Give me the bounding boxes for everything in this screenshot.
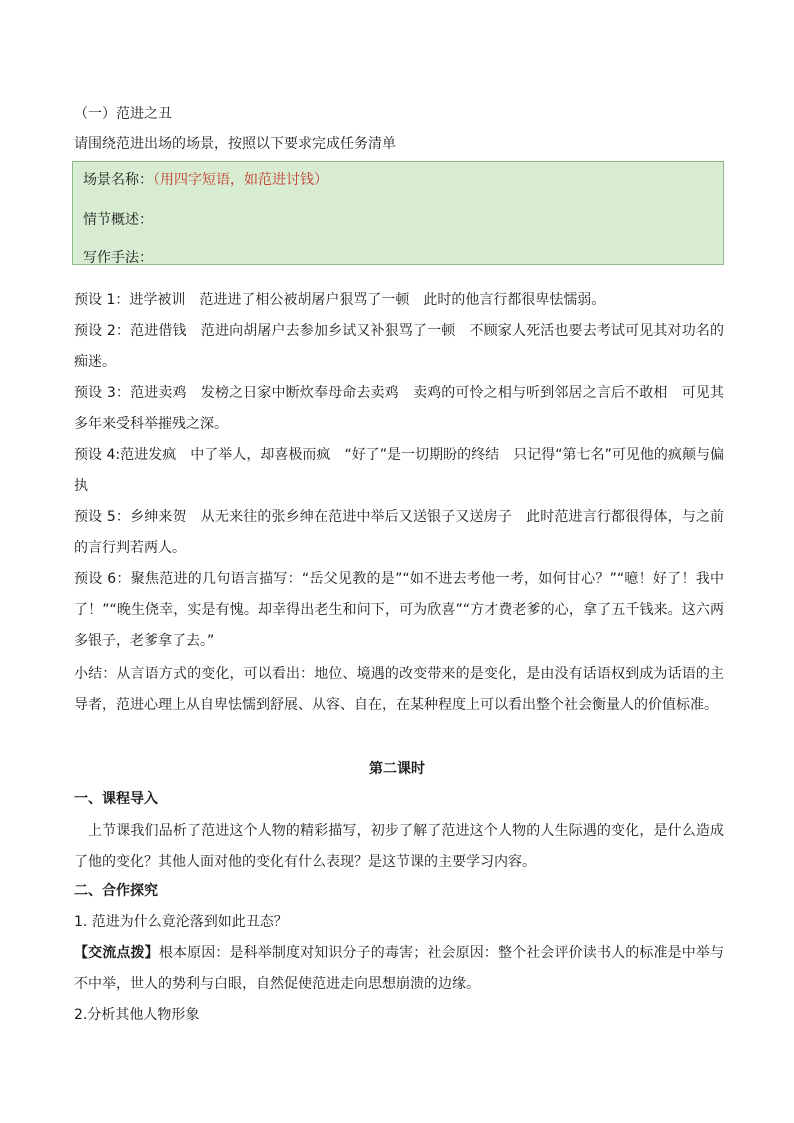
- preset-2: 预设 2：范进借钱 范进向胡屠户去参加乡试又补狠骂了一顿 不顾家人死活也要去考试可见其对功名的痴迷。: [74, 323, 724, 370]
- summary: 小结：从言语方式的变化，可以看出：地位、境遇的改变带来的是变化，是由没有话语权到成为话语的主导者，范进心理上从自卑怯懦到舒展、从容、自在，在某种程度上可以看出整个社会衡量人的价值标准。: [74, 666, 724, 713]
- preset-5: 预设 5：乡绅来贺 从无来往的张乡绅在范进中举后又送银子又送房子 此时范进言行都很得体，与之前的言行判若两人。: [74, 509, 724, 556]
- part-2-heading: 二、合作探究: [74, 883, 158, 899]
- part-1-heading: 一、课程导入: [74, 791, 158, 807]
- writing-technique-label: 写作手法：: [83, 250, 153, 265]
- preset-6: 预设 6：聚焦范进的几句语言描写：“岳父见教的是”“如不进去考他一考，如何甘心？”“噫！好了！我中了！”“晚生侥幸，实是有愧。却幸得出老生和问下，可为欣喜”“方才费老爹的心，拿了五千钱来。这六两多银子，老爹拿了去。”: [74, 571, 724, 649]
- preset-1: 预设 1：进学被训 范进进了相公被胡屠户狠骂了一顿 此时的他言行都很卑怯懦弱。: [74, 292, 606, 308]
- section-title: （一）范进之丑: [74, 106, 172, 122]
- preset-4: 预设 4:范进发疯 中了举人，却喜极而疯 “好了”是一切期盼的终结 只记得“第七名”可见他的疯颠与偏执: [74, 447, 724, 494]
- task-intro: 请围绕范进出场的场景，按照以下要求完成任务清单: [74, 136, 396, 152]
- exchange-paragraph: [74, 938, 724, 1000]
- task-list-box: [72, 161, 724, 265]
- part-1-text: 上节课我们品析了范进这个人物的精彩描写，初步了解了范进这个人物的人生际遇的变化，是什么造成了他的变化？其他人面对他的变化有什么表现？是这节课的主要学习内容。: [74, 823, 724, 870]
- exchange-label: 【交流点拨】: [74, 945, 159, 961]
- scene-name-row: [83, 170, 328, 190]
- scene-name-hint: （用四字短语，如范进讨钱）: [153, 172, 328, 188]
- lesson-2-title: 第二课时: [369, 761, 425, 777]
- plot-summary-label: 情节概述：: [83, 212, 153, 228]
- scene-name-label: 场景名称：: [83, 172, 153, 188]
- preset-3: 预设 3：范进卖鸡 发榜之日家中断炊奉母命去卖鸡 卖鸡的可怜之相与听到邻居之言后不敢相 可见其多年来受科举摧残之深。: [74, 385, 724, 432]
- question-1: 1. 范进为什么竟沦落到如此丑态？: [74, 914, 288, 930]
- exchange-text: 根本原因：是科举制度对知识分子的毒害；社会原因：整个社会评价读书人的标准是中举与不中举，世人的势利与白眼，自然促使范进走向思想崩溃的边缘。: [74, 945, 725, 992]
- question-2: 2.分析其他人物形象: [74, 1007, 200, 1023]
